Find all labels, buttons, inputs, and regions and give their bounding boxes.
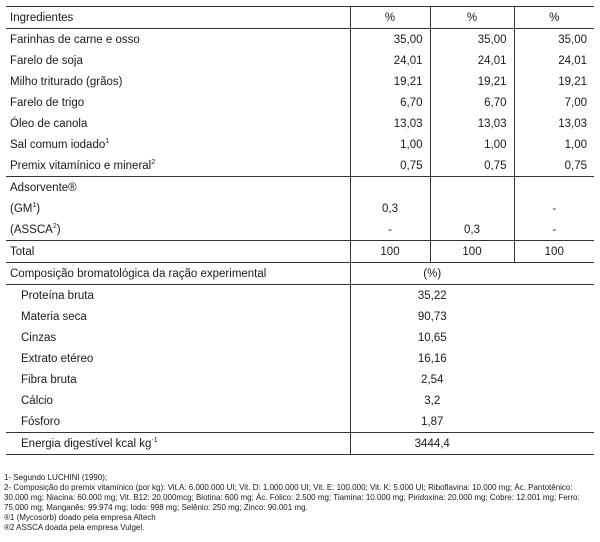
composition-value: 35,22 — [350, 285, 514, 307]
paren-close: ) — [36, 202, 41, 215]
ingredient-value: 24,01 — [514, 50, 594, 71]
footnote-3: ®1 (Mycosorb) doado pela empresa Altech — [4, 513, 156, 522]
table-row — [6, 155, 594, 177]
ingredient-value: 1,00 — [514, 134, 594, 155]
ingredients-header: Ingredientes — [6, 7, 350, 29]
footnote-2: 2- Composição do premix vitamínico (por kg): Vit.A: 6.000.000 UI; Vit. D: 1.000.000 UI; Vit. E: 100.000; Vit. K: 5.000 UI; Riboflavina: 10.000 mg; Ác. Pantotênico: 30.000 mg; Niacina: 60.000 mg; Vit. B12: 20.000mcg; Biotina: 600 mg; Ác. Fólico: 2.500 mg; Tiamina: 10.000 mg; Piridoxina: 20.000 mg; Cobre: 12.001 mg; Ferro: 75.000 mg; Manganês: 99.974 mg; Iodo: 998 mg; Selênio: 250 mg; Zinco: 90.001 mg. — [4, 483, 580, 512]
composition-value: 10,65 — [350, 327, 514, 348]
adsorvente-assca-name: (ASSCA — [10, 223, 53, 236]
total-value: 100 — [430, 241, 514, 263]
ingredient-value: 6,70 — [350, 92, 430, 113]
ingredient-value: 19,21 — [430, 71, 514, 92]
footnote-4: ®2 ASSCA doada pela empresa Vulgel. — [4, 523, 145, 532]
empty-cell — [514, 327, 594, 348]
table-row — [6, 71, 594, 92]
table-row — [6, 177, 594, 199]
ingredient-name — [6, 155, 350, 177]
table-row — [6, 219, 594, 241]
footnote-1: 1- Segundo LUCHINI (1990); — [4, 473, 108, 482]
ingredient-value: 0,75 — [514, 155, 594, 177]
empty-cell — [514, 177, 594, 199]
total-label: Total — [6, 241, 350, 263]
table-row — [6, 113, 594, 134]
total-value: 100 — [514, 241, 594, 263]
table-row — [6, 134, 594, 155]
composition-name: Cálcio — [21, 394, 53, 407]
ingredient-value: 19,21 — [350, 71, 430, 92]
adsorvente-value: - — [514, 198, 594, 219]
composition-name: Cinzas — [21, 331, 57, 344]
pct-header-3: % — [514, 7, 594, 29]
composition-name: Proteína bruta — [21, 289, 94, 302]
table-row — [6, 29, 594, 51]
table-row — [6, 92, 594, 113]
unit-exponent: -1 — [151, 436, 158, 444]
footnote-marker: 1 — [105, 137, 110, 145]
paren-close: ) — [56, 223, 61, 236]
adsorvente-assca — [6, 219, 350, 241]
composition-value: 3,2 — [350, 390, 514, 411]
empty-cell — [514, 369, 594, 390]
composition-unit: (%) — [350, 263, 514, 285]
composition-title: Composição bromatológica da ração experimental — [6, 263, 350, 285]
ration-composition-table — [6, 6, 594, 455]
adsorvente-value: 0,3 — [350, 198, 430, 219]
energy-row — [6, 433, 594, 455]
empty-cell — [514, 390, 594, 411]
ingredient-value: 19,21 — [514, 71, 594, 92]
pct-header-2: % — [430, 7, 514, 29]
ingredient-name: Milho triturado (grãos) — [10, 75, 123, 88]
table-row — [6, 348, 594, 369]
adsorvente-gm — [6, 198, 350, 219]
composition-value: 90,73 — [350, 306, 514, 327]
ingredient-value: 1,00 — [430, 134, 514, 155]
ingredient-value: 35,00 — [350, 29, 430, 51]
table-row — [6, 369, 594, 390]
empty-cell — [514, 285, 594, 307]
ingredient-name: Farelo de soja — [10, 54, 83, 67]
footnote-marker: 1 — [32, 201, 37, 209]
ingredient-value: 13,03 — [514, 113, 594, 134]
composition-name: Fibra bruta — [21, 373, 77, 386]
composition-name: Materia seca — [21, 310, 87, 323]
empty-cell — [514, 433, 594, 455]
ingredient-value: 13,03 — [430, 113, 514, 134]
ingredient-name-text: Premix vitamínico e mineral — [10, 159, 152, 172]
adsorvente-gm-name: (GM — [10, 202, 33, 215]
adsorvente-label: Adsorvente® — [10, 181, 77, 194]
adsorvente-value: - — [350, 219, 430, 241]
footnote-marker: 2 — [151, 158, 156, 166]
ingredient-value: 24,01 — [350, 50, 430, 71]
ingredient-name: Óleo de canola — [10, 117, 88, 130]
table-row — [6, 50, 594, 71]
ingredient-value: 13,03 — [350, 113, 430, 134]
table-header-row — [6, 7, 594, 29]
ingredient-name — [6, 134, 350, 155]
ingredient-value: 0,75 — [430, 155, 514, 177]
empty-cell — [350, 177, 430, 199]
adsorvente-value: 0,3 — [430, 219, 514, 241]
footnotes — [4, 473, 596, 533]
composition-value: 16,16 — [350, 348, 514, 369]
total-row — [6, 241, 594, 263]
adsorvente-value: - — [514, 219, 594, 241]
ingredient-value: 24,01 — [430, 50, 514, 71]
empty-cell — [514, 263, 594, 285]
ingredient-name-text: Sal comum iodado — [10, 138, 106, 151]
adsorvente-value — [430, 198, 514, 219]
ingredient-name: Farinhas de carne e osso — [10, 33, 140, 46]
ingredient-value: 35,00 — [430, 29, 514, 51]
ingredient-value: 1,00 — [350, 134, 430, 155]
table-row — [6, 285, 594, 307]
empty-cell — [430, 177, 514, 199]
ingredient-name: Farelo de trigo — [10, 96, 85, 109]
table-row — [6, 390, 594, 411]
composition-value: 2,54 — [350, 369, 514, 390]
table-row — [6, 198, 594, 219]
composition-header-row — [6, 263, 594, 285]
composition-value: 1,87 — [350, 411, 514, 433]
table-row — [6, 411, 594, 433]
footnote-marker: 2 — [52, 222, 57, 230]
energy-label — [6, 433, 350, 455]
composition-name: Fósforo — [6, 411, 350, 433]
energy-label-text: Energia digestível kcal kg — [21, 437, 152, 450]
ingredient-value: 7,00 — [514, 92, 594, 113]
energy-value: 3444,4 — [350, 433, 514, 455]
empty-cell — [514, 411, 594, 433]
table-row — [6, 327, 594, 348]
ingredient-value: 0,75 — [350, 155, 430, 177]
empty-cell — [514, 348, 594, 369]
total-value: 100 — [350, 241, 430, 263]
ingredient-value: 6,70 — [430, 92, 514, 113]
table-row — [6, 306, 594, 327]
ingredient-value: 35,00 — [514, 29, 594, 51]
pct-header-1: % — [350, 7, 430, 29]
composition-name: Extrato etéreo — [21, 352, 94, 365]
empty-cell — [514, 306, 594, 327]
